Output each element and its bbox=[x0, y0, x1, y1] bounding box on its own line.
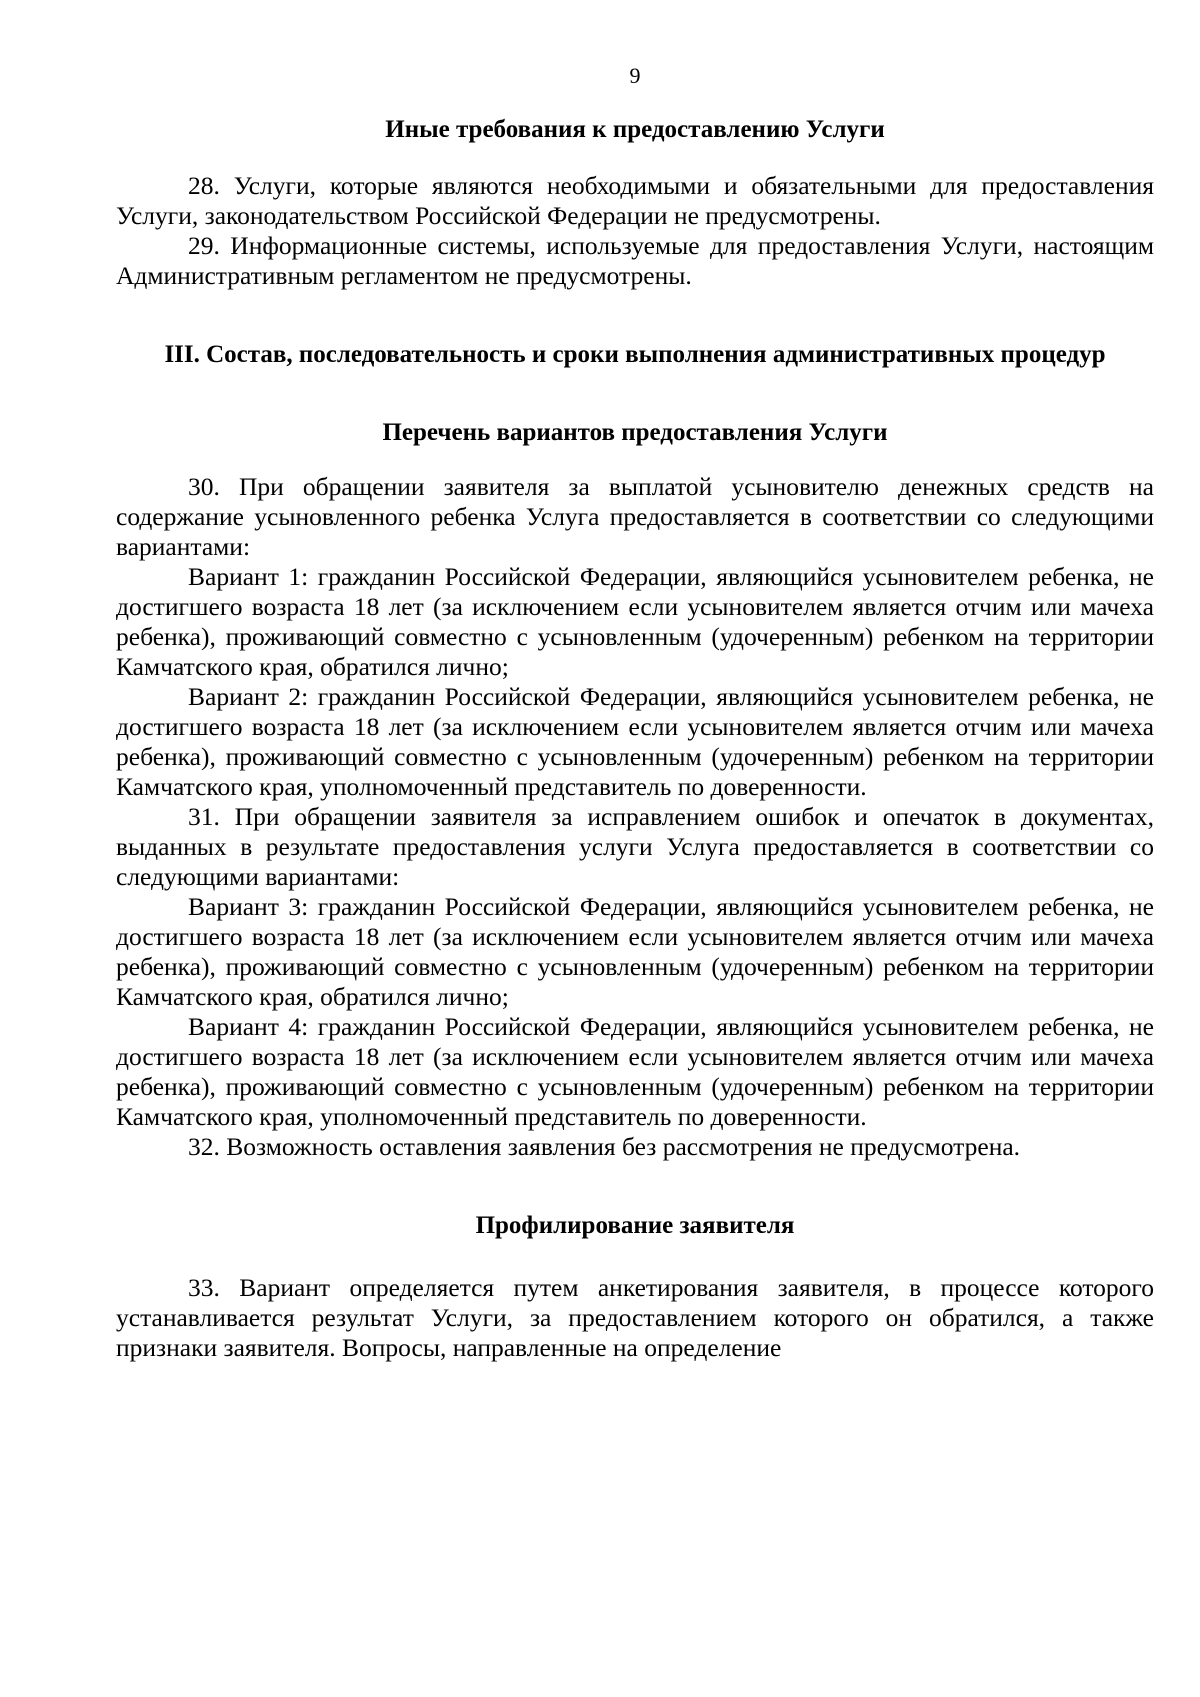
heading-other-requirements: Иные требования к предоставлению Услуги bbox=[385, 116, 885, 143]
heading-profiling: Профилирование заявителя bbox=[475, 1212, 795, 1239]
paragraph-33: 33. Вариант определяется путем анкетирования заявителя, в процессе которого устанавливается результат Услуги, за предоставлением которого он обратился, а также признаки заявителя. Вопросы, направленные на определение bbox=[116, 1273, 1154, 1362]
heading-section-iii: III. Состав, последовательность и сроки выполнения административных процедур bbox=[164, 341, 1106, 368]
document-page bbox=[116, 62, 1154, 1363]
heading-variants-list: Перечень вариантов предоставления Услуги bbox=[382, 419, 888, 446]
paragraph-30: 30. При обращении заявителя за выплатой усыновителю денежных средств на содержание усыновленного ребенка Услуга предоставляется в соответствии со следующими вариантами: bbox=[116, 472, 1154, 561]
paragraph-32: 32. Возможность оставления заявления без рассмотрения не предусмотрена. bbox=[188, 1132, 1021, 1161]
page-number: 9 bbox=[629, 63, 641, 88]
paragraph-variant-4: Вариант 4: гражданин Российской Федерации, являющийся усыновителем ребенка, не достигшего возраста 18 лет (за исключением если усыновителем является отчим или мачеха ребенка), проживающий совместно с усыновленным (удочеренным) ребенком на территории Камчатского края, уполномоченный представитель по доверенности. bbox=[116, 1012, 1154, 1131]
paragraph-31: 31. При обращении заявителя за исправлением ошибок и опечаток в документах, выданных в результате предоставления услуги Услуга предоставляется в соответствии со следующими вариантами: bbox=[116, 802, 1154, 891]
paragraph-29: 29. Информационные системы, используемые для предоставления Услуги, настоящим Административным регламентом не предусмотрены. bbox=[116, 231, 1154, 290]
paragraph-28: 28. Услуги, которые являются необходимыми и обязательными для предоставления Услуги, законодательством Российской Федерации не предусмотрены. bbox=[116, 171, 1154, 230]
paragraph-variant-2: Вариант 2: гражданин Российской Федерации, являющийся усыновителем ребенка, не достигшего возраста 18 лет (за исключением если усыновителем является отчим или мачеха ребенка), проживающий совместно с усыновленным (удочеренным) ребенком на территории Камчатского края, уполномоченный представитель по доверенности. bbox=[116, 682, 1154, 801]
paragraph-variant-1: Вариант 1: гражданин Российской Федерации, являющийся усыновителем ребенка, не достигшего возраста 18 лет (за исключением если усыновителем является отчим или мачеха ребенка), проживающий совместно с усыновленным (удочеренным) ребенком на территории Камчатского края, обратился лично; bbox=[116, 562, 1154, 681]
paragraph-variant-3: Вариант 3: гражданин Российской Федерации, являющийся усыновителем ребенка, не достигшего возраста 18 лет (за исключением если усыновителем является отчим или мачеха ребенка), проживающий совместно с усыновленным (удочеренным) ребенком на территории Камчатского края, обратился лично; bbox=[116, 892, 1154, 1011]
